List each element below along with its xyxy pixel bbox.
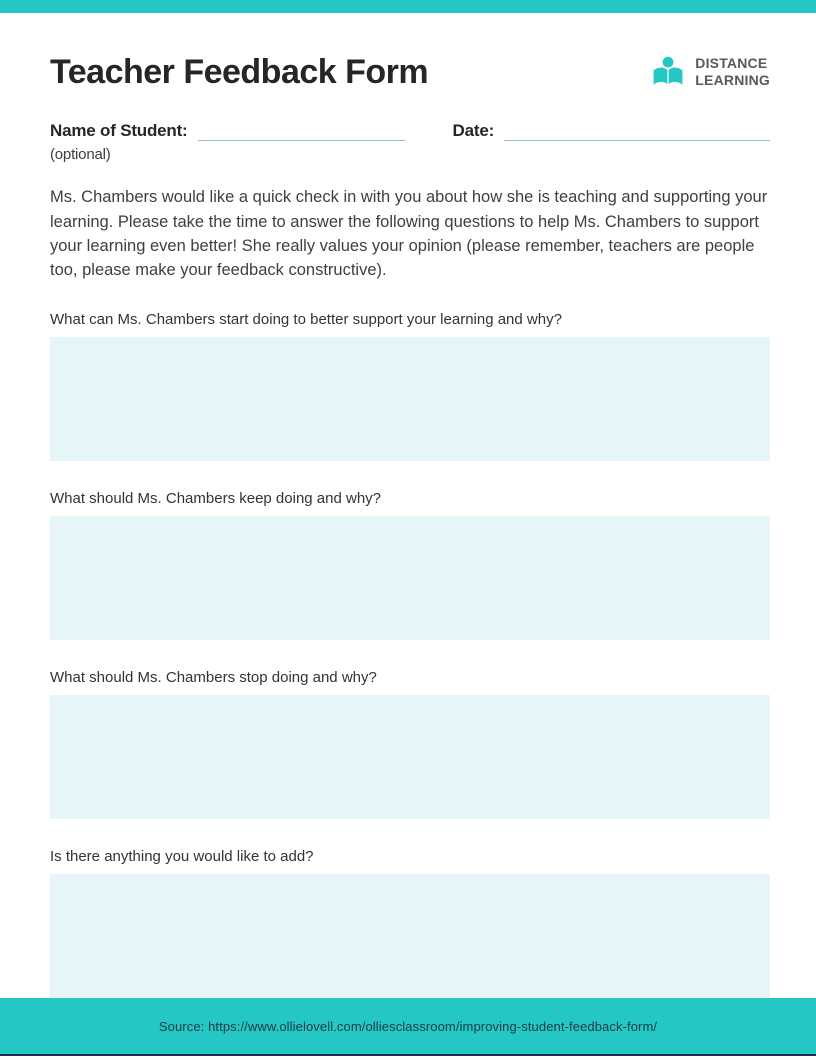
source-text: Source: https://www.ollielovell.com/olliesclassroom/improving-student-feedback-form/ [158,1018,658,1034]
date-field-group [453,119,770,141]
person-reading-book-icon [650,54,686,90]
question-4-label: Is there anything you would like to add? [50,848,314,866]
question-1-answer-box[interactable] [50,337,770,461]
question-1-label: What can Ms. Chambers start doing to better support your learning and why? [50,311,562,329]
header [50,48,770,91]
page-title: Teacher Feedback Form [50,53,429,91]
distance-learning-logo [650,48,770,90]
logo-text-line1: DISTANCE [695,55,768,72]
student-info-row [50,119,770,141]
intro-paragraph: Ms. Chambers would like a quick check in with you about how she is teaching and supporting your learning. Please take the time to answer the following questions to help Ms. Chambers to support your learning even better! She really values your opinion (please remember, teachers are people too, please make your feedback constructive). [50,188,768,280]
question-1 [50,311,770,461]
question-2 [50,490,770,640]
name-of-student-label: Name of Student: [50,121,188,141]
optional-note: (optional) [50,146,111,164]
student-name-input[interactable] [198,119,405,141]
logo-text [695,55,770,89]
top-accent-bar [0,0,816,13]
question-4-answer-box[interactable] [50,874,770,998]
question-3 [50,669,770,819]
date-label: Date: [452,121,495,141]
date-input[interactable] [504,119,770,141]
question-2-answer-box[interactable] [50,516,770,640]
question-2-label: What should Ms. Chambers keep doing and why? [50,490,382,508]
name-field-group [50,119,417,141]
question-3-answer-box[interactable] [50,695,770,819]
footer-bar [0,998,816,1054]
logo-text-line2: LEARNING [695,72,770,88]
question-4 [50,848,770,998]
question-3-label: What should Ms. Chambers stop doing and why? [50,669,377,687]
form-content [0,13,816,998]
